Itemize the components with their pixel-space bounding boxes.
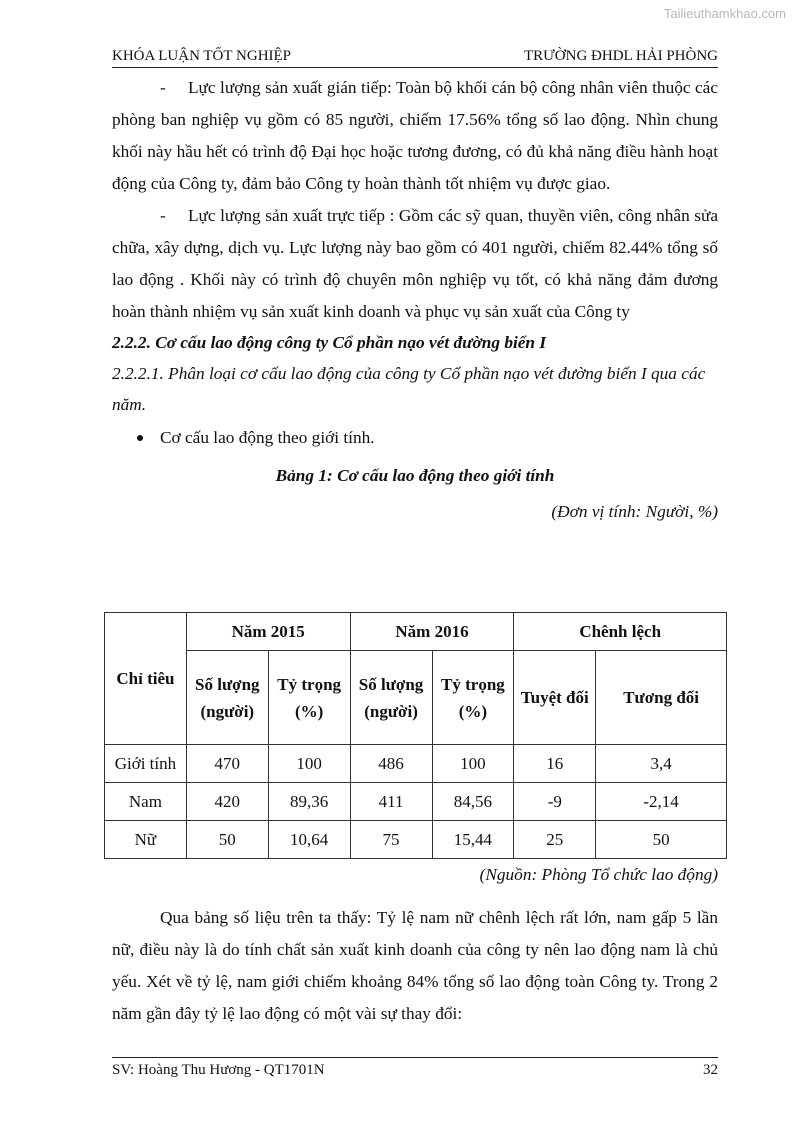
paragraph-indirect-labor: - Lực lượng sản xuất gián tiếp: Toàn bộ khối cán bộ công nhân viên thuộc các phòng ban nghiệp vụ gồm có 85 người, chiếm 17.56% tổng số lao động. Nhìn chung khối này hầu hết có trình độ Đại học hoặc tương đương, có đủ khả năng điều hành hoạt động của Công ty, đảm bảo Công ty hoàn thành tốt nhiệm vụ được giao.: [112, 72, 718, 200]
conclusion-block: [112, 902, 718, 1030]
header-indicator: Chỉ tiêu: [105, 613, 187, 745]
cell: -9: [514, 783, 596, 821]
header-relative: Tương đối: [596, 651, 727, 745]
cell: 470: [186, 745, 268, 783]
cell: 15,44: [432, 821, 514, 859]
cell: 84,56: [432, 783, 514, 821]
cell: 100: [432, 745, 514, 783]
cell: 75: [350, 821, 432, 859]
table-unit: (Đơn vị tính: Người, %): [551, 502, 718, 521]
page-number: 32: [703, 1062, 718, 1078]
cell: 486: [350, 745, 432, 783]
table-row: [105, 745, 727, 783]
header-quantity-2015: Số lượng (người): [186, 651, 268, 745]
header-right: TRƯỜNG ĐHDL HẢI PHÒNG: [524, 48, 718, 64]
dash-marker: -: [160, 206, 166, 225]
table-caption: Bảng 1: Cơ cấu lao động theo giới tính: [275, 466, 555, 485]
header-proportion-2016: Tỷ trọng (%): [432, 651, 514, 745]
footer-student: SV: Hoàng Thu Hương - QT1701N: [112, 1062, 325, 1078]
watermark: Tailieuthamkhao.com: [663, 6, 786, 21]
cell: 420: [186, 783, 268, 821]
header-year-2015: Năm 2015: [186, 613, 350, 651]
row-label: Nam: [105, 783, 187, 821]
table-row: [105, 783, 727, 821]
cell: 16: [514, 745, 596, 783]
cell: 89,36: [268, 783, 350, 821]
header-quantity-2016: Số lượng (người): [350, 651, 432, 745]
page-footer: [112, 1057, 718, 1082]
table-source: (Nguồn: Phòng Tổ chức lao động): [479, 865, 718, 884]
section-heading: 2.2.2. Cơ cấu lao động công ty Cổ phần nạo vét đường biển I: [112, 333, 547, 352]
cell: -2,14: [596, 783, 727, 821]
cell: 100: [268, 745, 350, 783]
cell: 25: [514, 821, 596, 859]
cell: 50: [186, 821, 268, 859]
paragraph-conclusion: Qua bảng số liệu trên ta thấy: Tỷ lệ nam nữ chênh lệch rất lớn, nam gấp 5 lần nữ, điều này là do tính chất sản xuất kinh doanh của công ty nên lao động nam là chủ yếu. Xét về tỷ lệ, nam giới chiếm khoảng 84% tổng số lao động toàn Công ty. Trong 2 năm gần đây tỷ lệ lao động có một vài sự thay đổi:: [112, 908, 718, 1023]
subsection-heading: 2.2.2.1. Phân loại cơ cấu lao động của công ty Cổ phần nạo vét đường biển I qua các năm.: [112, 364, 706, 414]
table-row: [105, 821, 727, 859]
header-difference: Chênh lệch: [514, 613, 727, 651]
page-header: [112, 47, 718, 68]
header-year-2016: Năm 2016: [350, 613, 514, 651]
header-absolute: Tuyệt đối: [514, 651, 596, 745]
paragraph-direct-labor: - Lực lượng sản xuất trực tiếp : Gồm các sỹ quan, thuyền viên, công nhân sửa chữa, xây dựng, dịch vụ. Lực lượng này bao gồm có 401 người, chiếm 82.44% tổng số lao động . Khối này có trình độ chuyên môn nghiệp vụ tốt, có khả năng đảm đương hoàn thành nhiệm vụ sản xuất kinh doanh và phục vụ sản xuất của Công ty: [112, 200, 718, 328]
cell: 3,4: [596, 745, 727, 783]
bullet-dot-icon: [137, 435, 143, 441]
cell: 10,64: [268, 821, 350, 859]
cell: 411: [350, 783, 432, 821]
dash-marker: -: [160, 78, 166, 97]
row-label: Giới tính: [105, 745, 187, 783]
header-proportion-2015: Tỷ trọng (%): [268, 651, 350, 745]
row-label: Nữ: [105, 821, 187, 859]
cell: 50: [596, 821, 727, 859]
header-left: KHÓA LUẬN TỐT NGHIỆP: [112, 48, 292, 64]
bullet-item: Cơ cấu lao động theo giới tính.: [112, 420, 718, 456]
gender-structure-table: [104, 612, 727, 859]
body-content: [112, 72, 718, 530]
